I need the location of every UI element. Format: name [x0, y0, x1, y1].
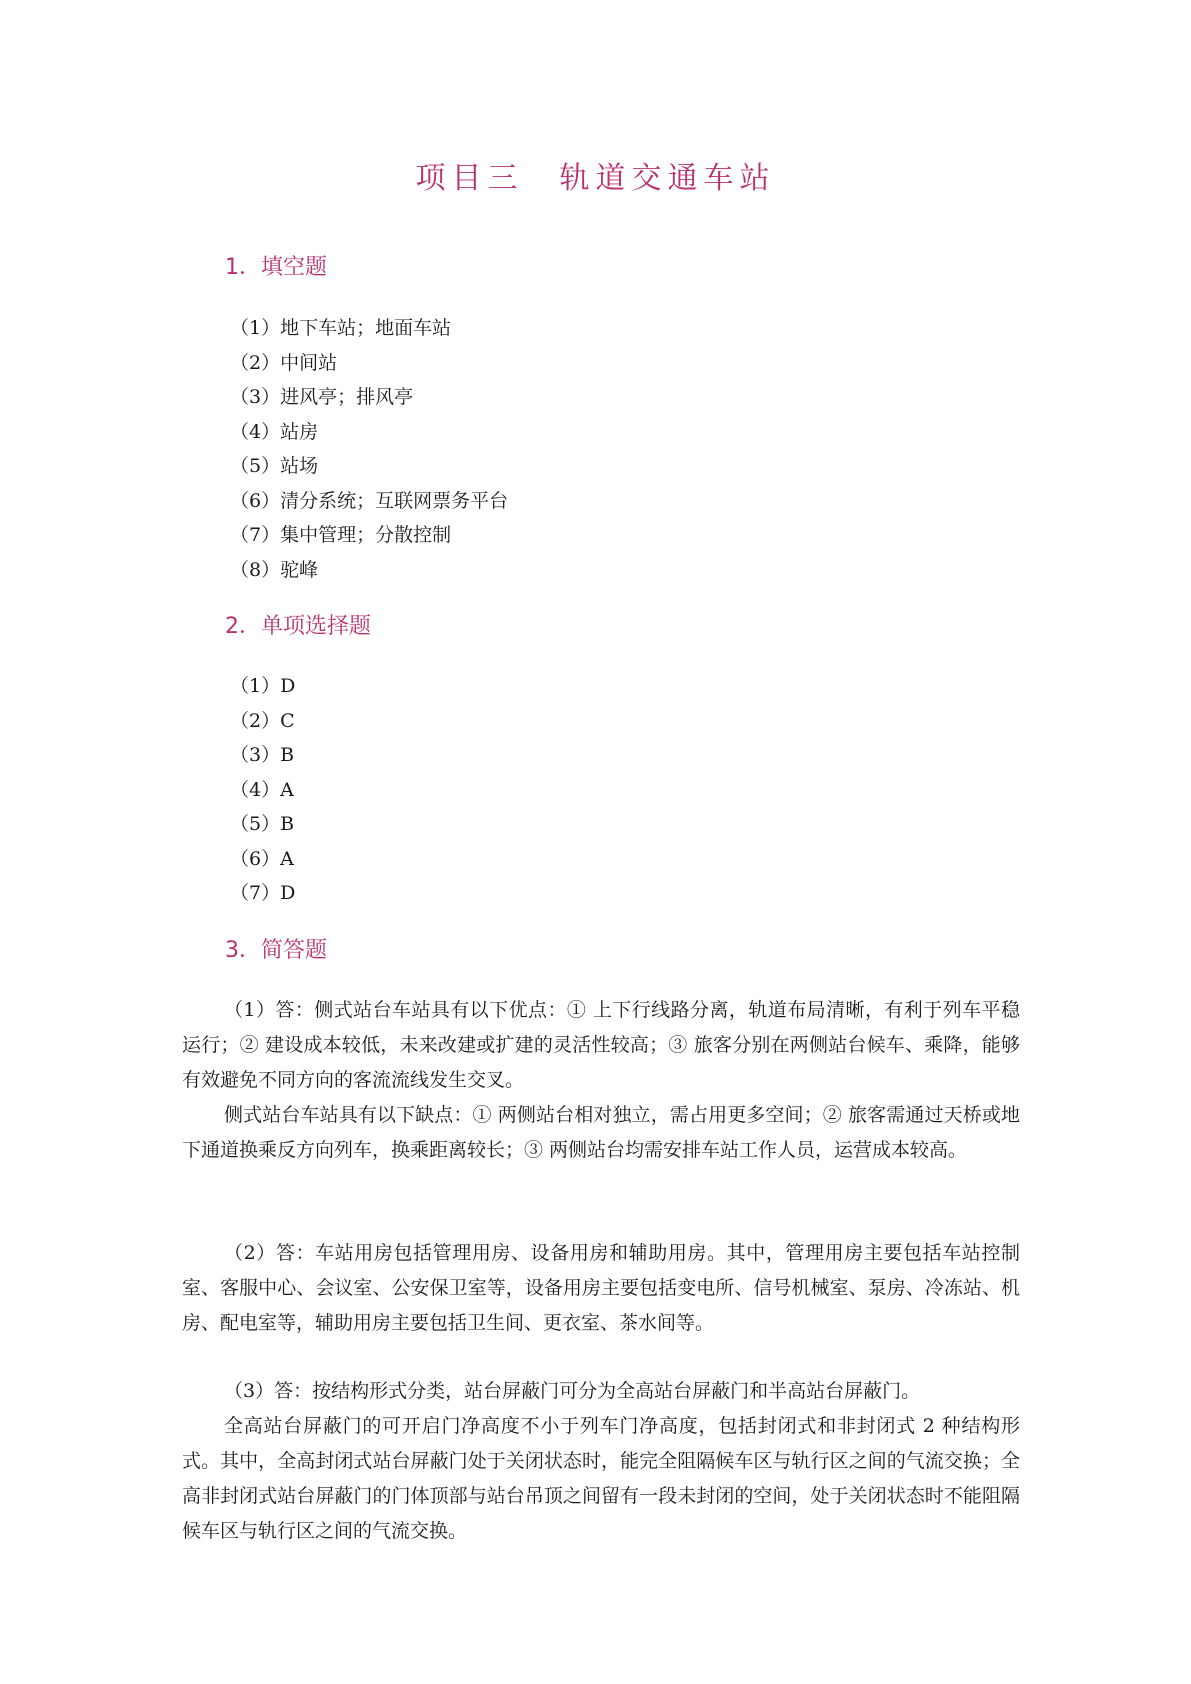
single-choice-answer-list: [230, 669, 295, 911]
answer-paragraph-1: （1）答：侧式站台车站具有以下优点：① 上下行线路分离，轨道布局清晰，有利于列车平稳运行；② 建设成本较低，未来改建或扩建的灵活性较高；③ 旅客分别在两侧站台候车、乘降，能够有效避免不同方向的客流流线发生交叉。: [182, 999, 1020, 1091]
list-item: （7）D: [230, 882, 296, 904]
list-item: （2）C: [230, 709, 295, 732]
answer-paragraph-2: （2）答：车站用房包括管理用房、设备用房和辅助用房。其中，管理用房主要包括车站控制室、客服中心、会议室、公安保卫室等，设备用房主要包括变电所、信号机械室、泵房、冷冻站、机房、配电室等，辅助用房主要包括卫生间、更衣室、茶水间等。: [182, 1242, 1020, 1334]
list-item: （6）清分系统；互联网票务平台: [230, 489, 509, 512]
list-item: （5）站场: [230, 455, 319, 477]
list-item: （5）B: [230, 813, 295, 835]
answer-paragraph-3: （3）答：按结构形式分类，站台屏蔽门可分为全高站台屏蔽门和半高站台屏蔽门。: [224, 1380, 921, 1402]
section-heading-fill-blank: 1．填空题: [225, 255, 327, 280]
list-item: （8）驼峰: [230, 558, 319, 581]
section-heading-single-choice: 2．单项选择题: [225, 614, 371, 639]
list-item: （1）地下车站；地面车站: [230, 317, 452, 339]
list-item: （6）A: [230, 847, 294, 870]
fill-blank-answer-list: [230, 311, 508, 587]
list-item: （2）中间站: [230, 351, 338, 374]
answer-paragraph-3-continued: 全高站台屏蔽门的可开启门净高度不小于列车门净高度，包括封闭式和非封闭式 2 种结构形式。其中，全高封闭式站台屏蔽门处于关闭状态时，能完全阻隔候车区与轨行区之间的气流交换；全高非封闭式站台屏蔽门的门体顶部与站台吊顶之间留有一段未封闭的空间，处于关闭状态时不能阻隔候车区与轨行区之间的气流交换。: [182, 1415, 1020, 1542]
list-item: （4）A: [230, 778, 294, 801]
answer-paragraph-1-continued: 侧式站台车站具有以下缺点：① 两侧站台相对独立，需占用更多空间；② 旅客需通过天桥或地下通道换乘反方向列车，换乘距离较长；③ 两侧站台均需安排车站工作人员，运营成本较高。: [182, 1104, 1020, 1161]
list-item: （3）进风亭；排风亭: [230, 386, 414, 408]
section-heading-short-answer: 3．简答题: [225, 938, 327, 963]
list-item: （7）集中管理；分散控制: [230, 524, 452, 546]
page-title: 项目三 轨道交通车站: [415, 161, 776, 196]
list-item: （1）D: [230, 675, 296, 697]
list-item: （3）B: [230, 744, 295, 766]
list-item: （4）站房: [230, 420, 319, 443]
